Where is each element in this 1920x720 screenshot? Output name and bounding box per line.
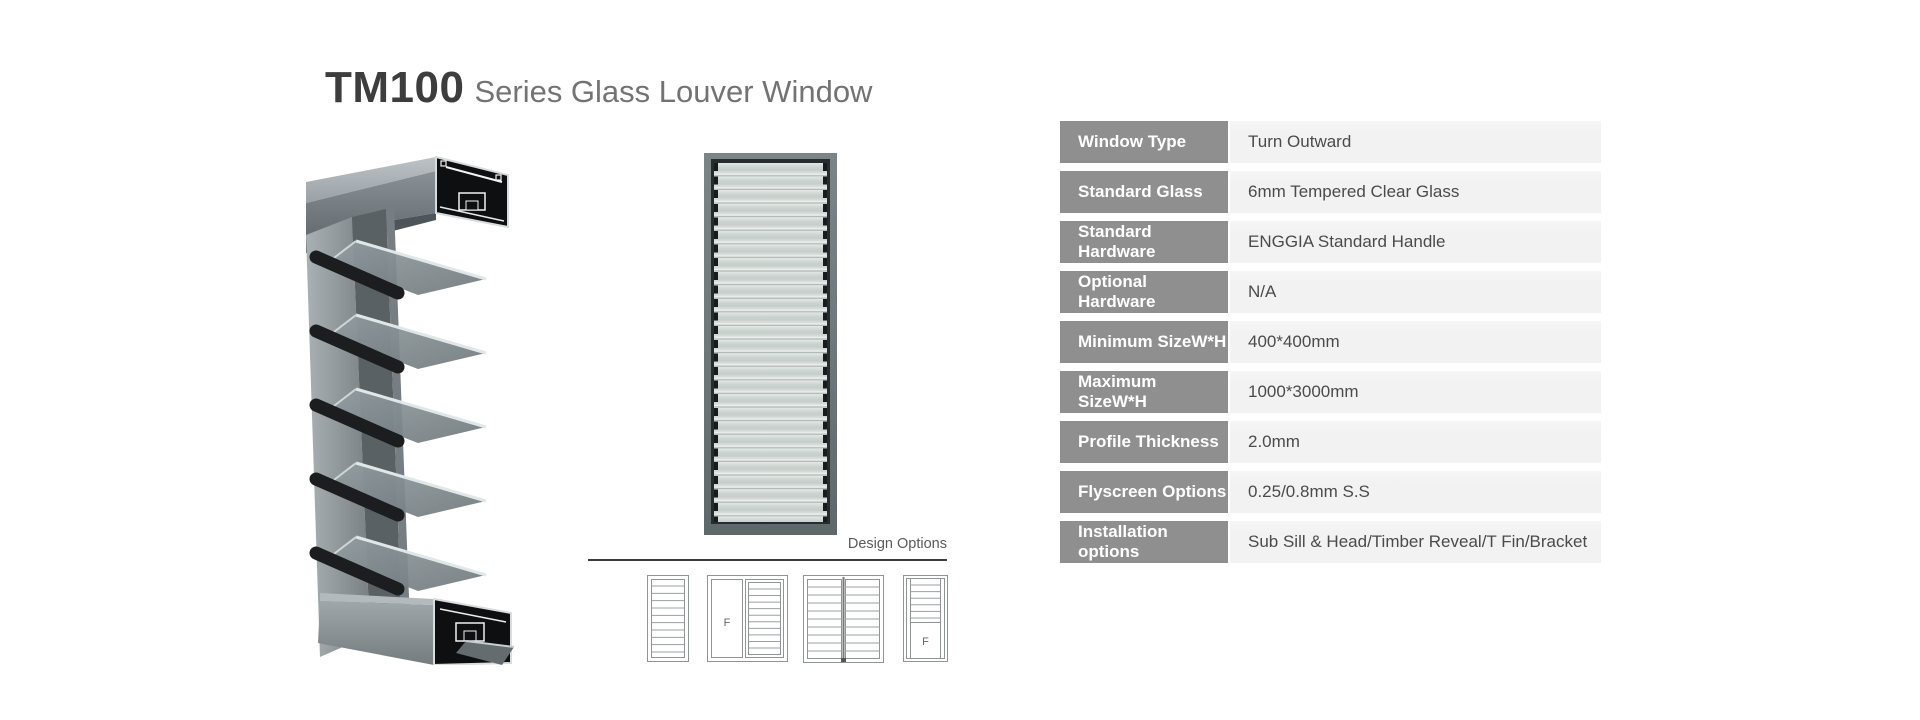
design-option-louver-top-fixed-bottom xyxy=(903,575,948,662)
spec-value-cell: 0.25/0.8mm S.S xyxy=(1230,471,1601,513)
spec-label-cell: Flyscreen Options xyxy=(1060,471,1228,513)
spec-label-cell: Profile Thickness xyxy=(1060,421,1228,463)
spec-row xyxy=(1060,421,1601,463)
louver-window-front-view xyxy=(704,153,837,535)
spec-row xyxy=(1060,371,1601,413)
spec-table xyxy=(1060,121,1601,571)
spec-value-cell: 2.0mm xyxy=(1230,421,1601,463)
louver-lines xyxy=(749,589,781,648)
spec-value-cell: Sub Sill & Head/Timber Reveal/T Fin/Bracket xyxy=(1230,521,1601,563)
spec-row xyxy=(1060,221,1601,263)
louver-clips-right xyxy=(823,163,827,522)
spec-label-cell: Window Type xyxy=(1060,121,1228,163)
spec-value-cell: ENGGIA Standard Handle xyxy=(1230,221,1601,263)
spec-row xyxy=(1060,471,1601,513)
spec-row xyxy=(1060,171,1601,213)
design-option-double-louver xyxy=(803,575,884,663)
spec-row xyxy=(1060,121,1601,163)
spec-row xyxy=(1060,271,1601,313)
louver-clips-left xyxy=(714,163,718,522)
louver-lines xyxy=(652,586,685,652)
louver-lines xyxy=(911,585,941,618)
bottom-frame-bar xyxy=(318,593,434,665)
page-title xyxy=(325,63,872,113)
spec-label-cell: Installation options xyxy=(1060,521,1228,563)
spec-value-cell: 6mm Tempered Clear Glass xyxy=(1230,171,1601,213)
series-name: Series Glass Louver Window xyxy=(474,74,873,109)
spec-label-cell: Maximum SizeW*H xyxy=(1060,371,1228,413)
spec-value-cell: 1000*3000mm xyxy=(1230,371,1601,413)
louver-window-3d-render xyxy=(306,153,646,665)
spec-row xyxy=(1060,321,1601,363)
spec-value-cell: 400*400mm xyxy=(1230,321,1601,363)
spec-label-cell: Standard Glass xyxy=(1060,171,1228,213)
fixed-panel-label: F xyxy=(723,617,731,629)
spec-label-cell: Standard Hardware xyxy=(1060,221,1228,263)
front-view-louver-slats xyxy=(714,163,827,522)
design-option-fixed-left-louver-right xyxy=(707,575,788,662)
spec-row xyxy=(1060,521,1601,563)
design-option-single-louver xyxy=(647,575,689,662)
design-options-divider xyxy=(588,559,947,561)
spec-value-cell: Turn Outward xyxy=(1230,121,1601,163)
spec-value-cell: N/A xyxy=(1230,271,1601,313)
spec-label-cell: Optional Hardware xyxy=(1060,271,1228,313)
spec-label-cell: Minimum SizeW*H xyxy=(1060,321,1228,363)
front-view-inner-frame xyxy=(711,159,830,524)
fixed-panel-label: F xyxy=(922,636,929,648)
design-options-label: Design Options xyxy=(847,536,947,552)
series-code: TM100 xyxy=(325,63,465,112)
top-profile-cross-section xyxy=(436,157,508,227)
